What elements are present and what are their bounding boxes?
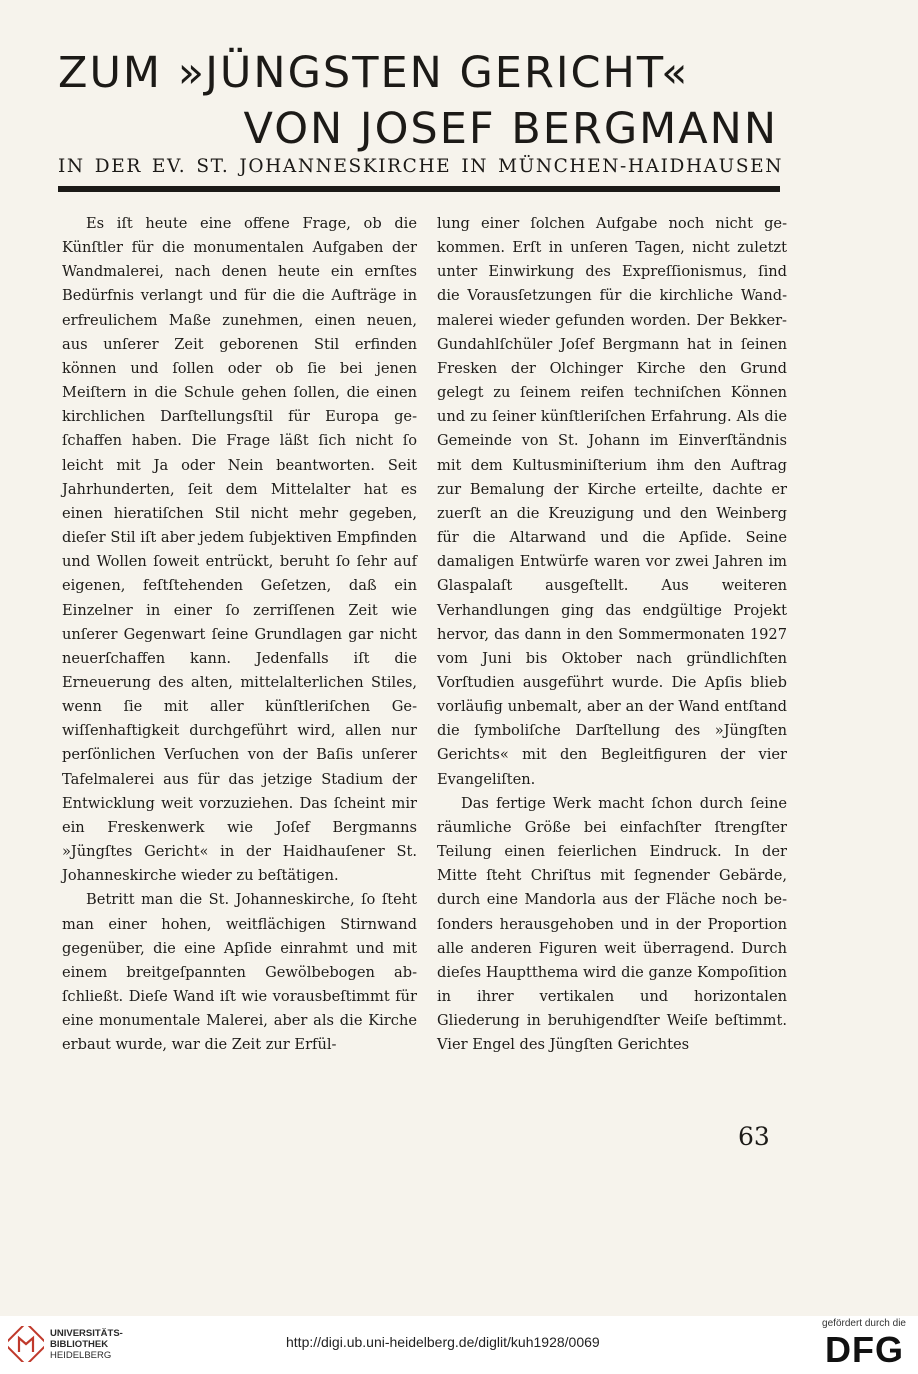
library-name [50, 1328, 123, 1361]
funding-label: gefördert durch die [822, 1318, 906, 1329]
library-line: BIBLIOTHEK [50, 1339, 109, 1350]
title-rule [58, 186, 780, 192]
paragraph: Es iſt heute eine offene Frage, ob die Künſtler für die monumentalen Aufgaben der Wandmalerei, nach denen heute ein ernſtes Bedürfnis verlangt und für die die Aufträge in erfreulichem Maße zunehmen, einen neuen, aus unſerer Zeit geborenen Stil erfinden können und ſollen oder ob ſie bei jenen Meiſtern in die Schule gehen ſollen, die einen kirchlichen Darſtellungsſtil für Europa geſchaffen haben. Die Frage läßt ſich nicht ſo leicht mit Ja oder Nein beantworten. Seit Jahrhunderten, ſeit dem Mittelalter hat es einen hieratiſchen Stil nicht mehr gegeben, dieſer Stil iſt aber jedem ſubjektiven Empfinden und Wollen ſoweit entrückt, beruht ſo ſehr auf eigenen, feſtſtehenden Geſetzen, daß ein Einzelner in einer ſo zerriſſenen Zeit wie unſerer Gegenwart ſeine Grundlagen gar nicht neuerſchaffen kann. Jedenfalls iſt die Erneuerung des alten, mittelalterlichen Stiles, wenn ſie mit aller künſtleriſchen Gewiſſenhaftigkeit durchgeführt wird, allen nur perſönlichen Verſuchen von der Baſis unſerer Tafelmalerei aus für das jetzige Stadium der Entwicklung weit vorzuziehen. Das ſcheint mir ein Freskenwerk wie Joſef Bergmanns »Jüngſtes Gericht« in der Haidhauſener St. Johanneskirche wieder zu beſtätigen. [62, 215, 417, 885]
page-number: 63 [738, 1122, 770, 1151]
paragraph: lung einer ſolchen Aufgabe noch nicht gekommen. Erſt in unſeren Tagen, nicht zuletzt unter Einwirkung des Expreſſionismus, ſind die Vorausſetzungen für die kirchliche Wandmalerei wieder gefunden worden. Der Bekker-Gundahlſchüler Joſef Bergmann hat in ſeinen Fresken der Olchinger Kirche den Grund gelegt zu ſeinem reifen techniſchen Können und zu ſeiner künſtleriſchen Erfahrung. Als die Gemeinde von St. Johann im Einverſtändnis mit dem Kultusminiſterium ihm den Auftrag zur Bemalung der Kirche erteilte, dachte er zuerſt an die Kreuzigung und den Weinberg für die Altarwand und die Apſide. Seine damaligen Entwürfe waren vor zwei Jahren im Glaspalaſt ausgeſtellt. Aus weiteren Verhandlungen ging das endgültige Projekt hervor, das dann in den Sommermonaten 1927 vom Juni bis Oktober nach gründlichſten Vorſtudien ausgeführt wurde. Die Apſis blieb vorläufig unbemalt, aber an der Wand entſtand die ſymboliſche Darſtellung des »Jüngſten Gerichts« mit den Begleitfiguren der vier Evangeliſten. [437, 215, 787, 788]
digitization-footer [0, 1316, 918, 1374]
permalink-url[interactable]: http://digi.ub.uni-heidelberg.de/diglit/kuh1928/0069 [286, 1334, 600, 1350]
paragraph: Betritt man die St. Johanneskirche, ſo ſteht man einer hohen, weitflächigen Stirnwand gegenüber, die eine Apſide einrahmt und mit einem breitgeſpannten Gewölbebogen abſchließt. Dieſe Wand iſt wie vorausbeſtimmt für eine monumentale Malerei, aber als die Kirche erbaut wurde, war die Zeit zur Erfül- [62, 891, 417, 1054]
dfg-logo-text: DFG [825, 1329, 904, 1370]
article-title-line1: ZUM »JÜNGSTEN GERICHT« [58, 48, 690, 98]
text-column-right [437, 212, 787, 1057]
library-line: UNIVERSITÄTS- [50, 1328, 123, 1339]
library-line: HEIDELBERG [50, 1350, 112, 1361]
university-seal-icon [8, 1326, 44, 1362]
paragraph: Das fertige Werk macht ſchon durch ſeine räumliche Größe bei einfachſter ſtrengſter Teilung einen feierlichen Eindruck. In der Mitte ſteht Chriſtus mit ſegnender Gebärde, durch eine Mandorla aus der Fläche noch beſonders herausgehoben und in der Proportion alle anderen Figuren weit überragend. Durch dieſes Hauptthema wird die ganze Kompoſition in ihrer vertikalen und horizontalen Gliederung in beruhigendſter Weiſe beſtimmt. Vier Engel des Jüngſten Gerichtes [437, 794, 787, 1054]
article-subtitle: IN DER EV. ST. JOHANNESKIRCHE IN MÜNCHEN-HAIDHAUSEN [58, 156, 783, 177]
text-column-left [62, 212, 417, 1057]
article-title-line2: VON JOSEF BERGMANN [243, 104, 778, 154]
